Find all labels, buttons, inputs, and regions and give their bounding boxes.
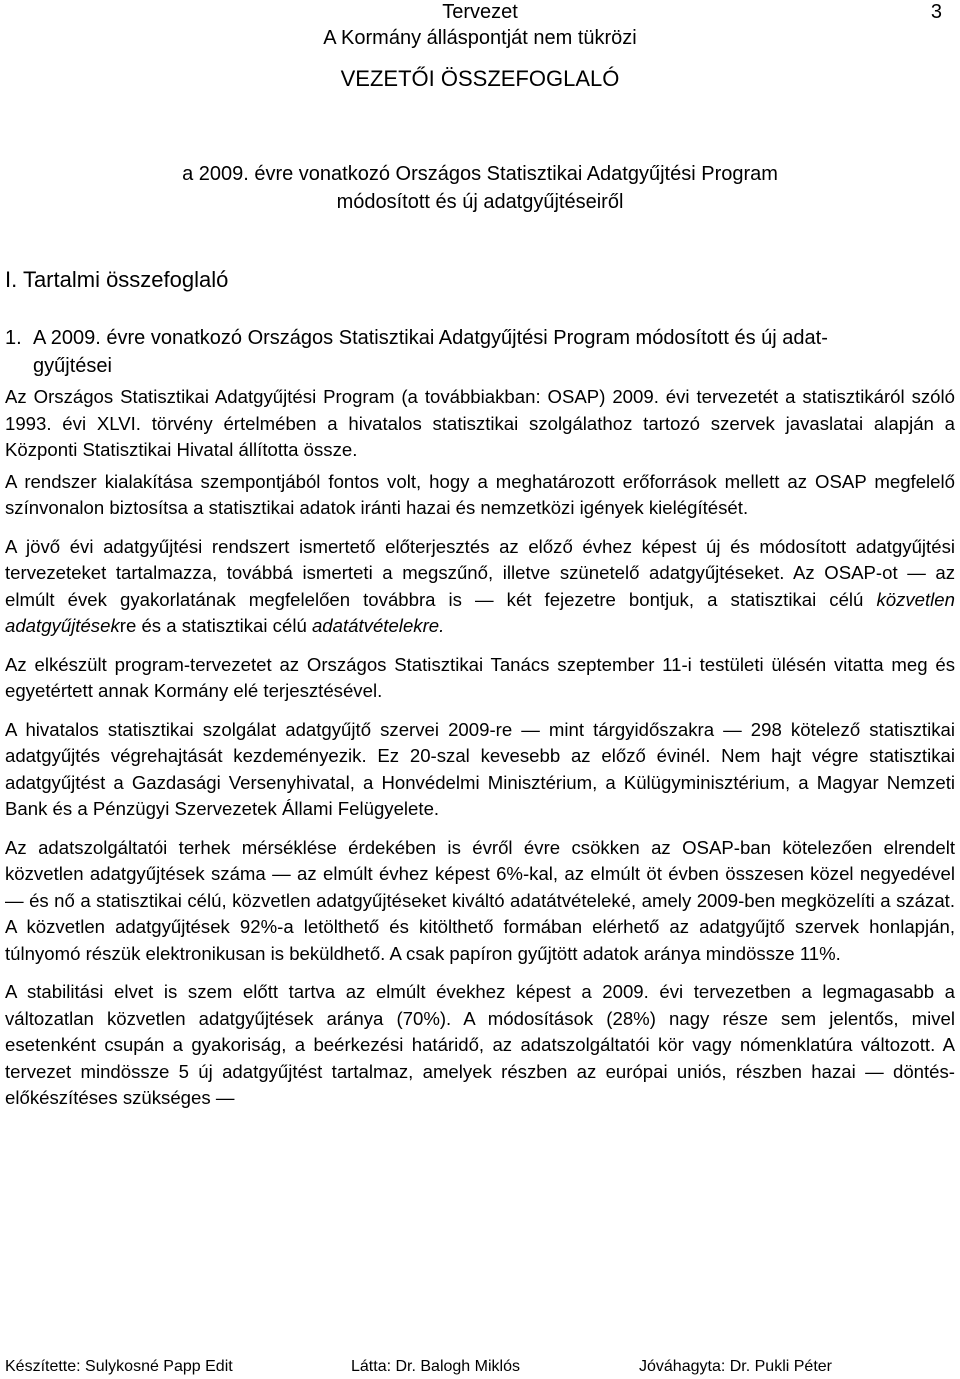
paragraph-system-design: A rendszer kialakítása szempontjából fontos volt, hogy a meghatározott erőforrások mellett az OSAP megfelelő színvonalon biztosítsa a statisztikai adatok iránti hazai és nemzetközi igények kielégítését.	[5, 470, 955, 518]
paragraph-burden-reduction: Az adatszolgáltatói terhek mérséklése érdekében is évről évre csökken az OSAP-ban kötelezően elrendelt közvetlen adatgyűjtések száma — az elmúlt évhez képest 6%-kal, az elmúlt öt évben összesen közel negyedével — és nő a statisztikai célú, közvetlen adatgyűjtéseket kiváltó adatátvételeké, amely 2009-ben megközelíti a százat. A közvetlen adatgyűjtések 92%-a letölthető és kitölthető formában elérhető az adatgyűjtő szervek honlapján, túlnyomó részük elektronikusan is beküldhető. A csak papíron gyűjtött adatok aránya mindössze 11%.	[5, 836, 955, 964]
p3-text-a: A jövő évi adatgyűjtési rendszert ismertető előterjesztés az előző évhez képest új és módosított adatgyűjtési tervezeteket tartalmazza, továbbá ismerteti a megszűnő, illetve szünetelő adatgyűjtéseket. Az OSAP-ot — az elmúlt évek gyakorlatának megfelelően továbbra is — két fejezetre bontjuk, a statisztikai célú	[5, 535, 955, 610]
subsection-line-1: A 2009. évre vonatkozó Országos Statisztikai Adatgyűjtési Program módosított és új adat-	[33, 327, 828, 349]
subtitle-line-2: módosított és új adatgyűjtéseiről	[336, 191, 624, 213]
paragraph-collection-count: A hivatalos statisztikai szolgálat adatgyűjtő szervei 2009-re — mint tárgyidőszakra — 298 kötelező statisztikai adatgyűjtés végrehajtását kezdeményezik. Ez 20-szal kevesebb az előző évinél. Nem hajt végre statisztikai adatgyűjtést a Gazdasági Versenyhivatal, a Honvédelmi Minisztérium, a Külügyminisztérium, a Magyar Nemzeti Bank és a Pénzügyi Szervezetek Állami Felügyelete.	[5, 718, 955, 819]
document-footer	[5, 1356, 955, 1378]
footer-reviewed-by: Látta: Dr. Balogh Miklós	[351, 1358, 520, 1375]
p3-emphasis-direct: közvetlen adatgyűjtések	[5, 588, 955, 636]
header-disclaimer: A Kormány álláspontját nem tükrözi	[323, 27, 637, 49]
header-draft-label: Tervezet	[442, 1, 518, 23]
subtitle-line-1: a 2009. évre vonatkozó Országos Statisztikai Adatgyűjtési Program	[182, 163, 778, 185]
paragraph-stability: A stabilitási elvet is szem előtt tartva az elmúlt évekhez képest a 2009. évi tervezetben a legmagasabb a változatlan közvetlen adatgyűjtések aránya (70%). A módosítások (28%) nagy része sem jelentős, mivel esetenként csupán a gyakoriság, a beérkezési határidő, az adatszolgáltatói kör vagy nómenklatúra változott. A tervezet mindössze 5 új adatgyűjtést tartalmaz, amelyek részben az európai uniós, részben hazai — döntés-előkészítéses szükséges —	[5, 981, 955, 1108]
footer-approved-by: Jóváhagyta: Dr. Pukli Péter	[639, 1358, 832, 1375]
paragraph-council-approval: Az elkészült program-tervezetet az Országos Statisztikai Tanács szeptember 11-i testületi ülésén vitatta meg és egyetértett annak Kormány elé terjesztésével.	[5, 653, 955, 701]
page-number: 3	[930, 1, 942, 23]
footer-prepared-by: Készítette: Sulykosné Papp Edit	[5, 1358, 233, 1375]
subsection-heading	[5, 324, 955, 380]
paragraph-osap-intro: Az Országos Statisztikai Adatgyűjtési Program (a továbbiakban: OSAP) 2009. évi tervezetét a statisztikáról szóló 1993. évi XLVI. törvény értelmében a hivatalos statisztikai szolgálathoz tartozó szervek javaslatai alapján a Központi Statisztikai Hivatal állította össze.	[5, 386, 955, 460]
document-body	[5, 384, 955, 1124]
subsection-line-2: gyűjtései	[33, 355, 112, 377]
p3-emphasis-transfer: adatátvételekre.	[311, 615, 445, 636]
subsection-number: 1.	[5, 327, 22, 349]
document-subtitle	[0, 160, 960, 216]
p3-text-b: re és a statisztikai célú	[119, 615, 312, 636]
paragraph-data-collection-system	[5, 534, 955, 640]
document-title: VEZETŐI ÖSSZEFOGLALÓ	[340, 66, 620, 91]
section-heading: I. Tartalmi összefoglaló	[5, 267, 229, 292]
